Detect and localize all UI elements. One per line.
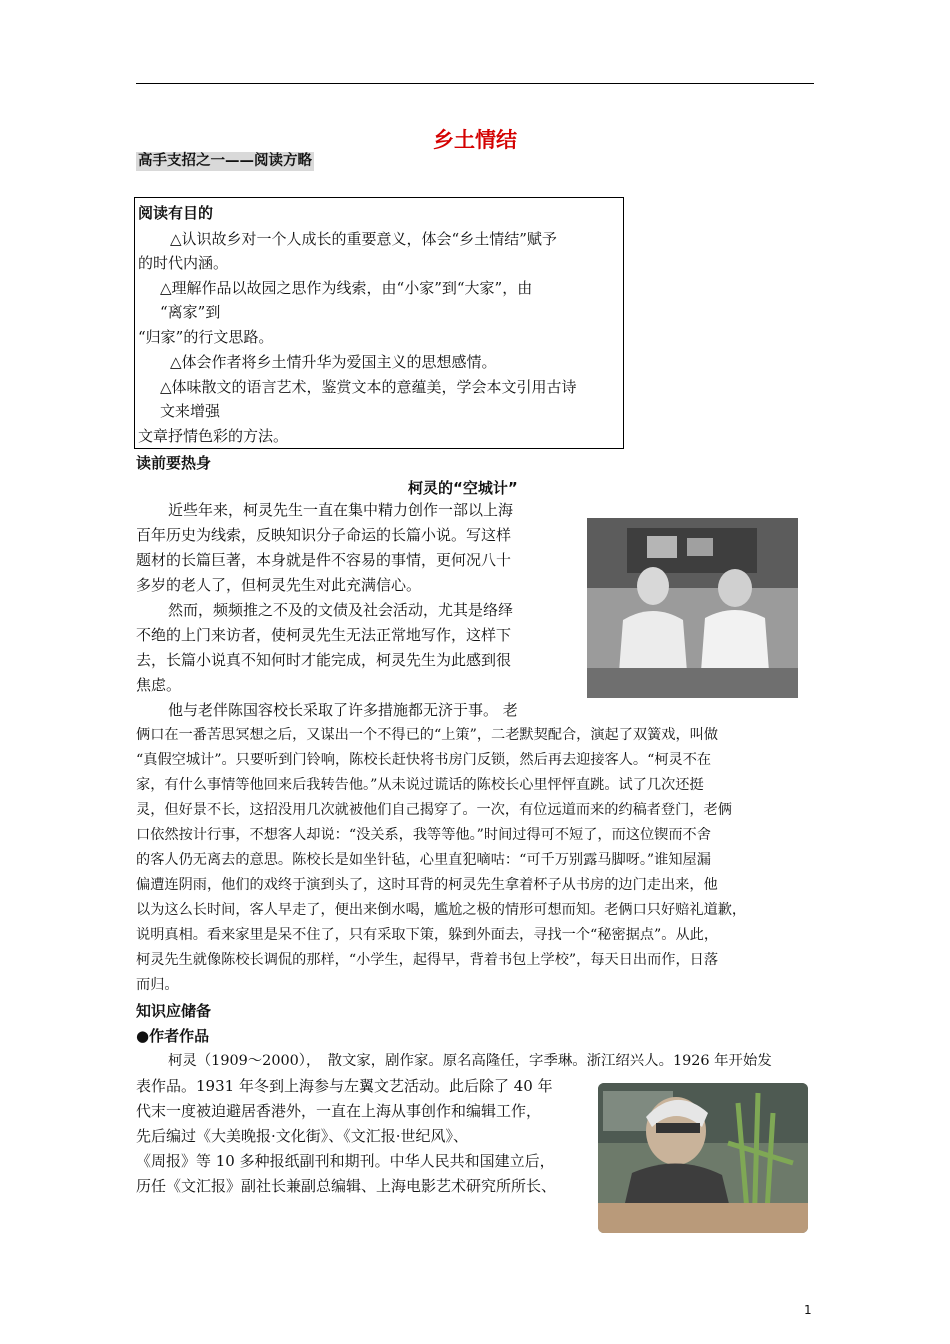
story-line: 家，有什么事情等他回来后我转告他。”从未说过谎话的陈校长心里怦怦直跳。试了几次还挺 <box>136 777 704 793</box>
author-line: 代末一度被迫避居香港外，一直在上海从事创作和编辑工作， <box>136 1102 542 1120</box>
box-line: “离家”到 <box>160 303 221 321</box>
story-line: “真假空城计”。只要听到门铃响，陈校长赶快将书房门反锁，然后再去迎接客人。“柯灵不在 <box>136 752 712 768</box>
story-line: 去，长篇小说真不知何时才能完成，柯灵先生为此感到很 <box>136 651 512 669</box>
story-line: 口依然按计行事，不想客人却说：“没关系，我等等他。”时间过得可不短了，而这位锲而不舍 <box>136 827 711 843</box>
story-line: 他与老伴陈国容校长采取了许多措施都无济于事。 老 <box>168 701 518 719</box>
story-line: 题材的长篇巨著，本身就是件不容易的事情，更何况八十 <box>136 551 512 569</box>
box-line: △体会作者将乡土情升华为爱国主义的思想感情。 <box>170 353 497 371</box>
author-line: 历任《文汇报》副社长兼副总编辑、上海电影艺术研究所所长、 <box>136 1177 557 1195</box>
story-line: 以为这么长时间，客人早走了，便出来倒水喝，尴尬之极的情形可想而知。老俩口只好赔礼道歉， <box>136 902 747 918</box>
story-line: 说明真相。看来家里是呆不住了，只有采取下策，躲到外面去，寻找一个“秘密据点”。从此， <box>136 927 719 943</box>
box-line: 文章抒情色彩的方法。 <box>138 427 289 445</box>
author-photo <box>598 1083 808 1233</box>
header-rule <box>136 83 814 84</box>
couple-photo <box>587 518 798 698</box>
author-line: 先后编过《大美晚报·文化街》、《文汇报·世纪风》、 <box>136 1127 469 1145</box>
box-line: 文来增强 <box>160 402 221 420</box>
story-title: 柯灵的“空城计” <box>408 479 518 497</box>
story-line: 不绝的上门来访者，使柯灵先生无法正常地写作，这样下 <box>136 626 512 644</box>
story-line: 而归。 <box>136 977 179 993</box>
box-line: △体味散文的语言艺术，鉴赏文本的意蕴美，学会本文引用古诗 <box>160 378 577 396</box>
box-line: △认识故乡对一个人成长的重要意义，体会“乡土情结”赋予 <box>170 230 557 248</box>
story-line: 近些年来，柯灵先生一直在集中精力创作一部以上海 <box>168 501 514 519</box>
page-number: 1 <box>804 1303 812 1317</box>
box-line: “归家”的行文思路。 <box>138 328 274 346</box>
story-line: 俩口在一番苦思冥想之后，又谋出一个不得已的“上策”，二老默契配合，演起了双簧戏，叫做 <box>136 727 719 743</box>
story-line: 然而，频频推之不及的文债及社会活动，尤其是络绎 <box>168 601 514 619</box>
story-line: 偏遭连阴雨，他们的戏终于演到头了，这时耳背的柯灵先生拿着杯子从书房的边门走出来，他 <box>136 877 718 893</box>
story-line: 灵，但好景不长，这招没用几次就被他们自己揭穿了。一次，有位远道而来的约稿者登门，老俩 <box>136 802 732 818</box>
author-line: 《周报》等 10 多种报纸副刊和期刊。中华人民共和国建立后， <box>136 1152 555 1170</box>
story-line: 柯灵先生就像陈校长调侃的那样，“小学生，起得早，背着书包上学校”，每天日出而作，日落 <box>136 952 719 968</box>
author-line: 柯灵（1909～2000）， 散文家，剧作家。原名高隆任，字季琳。浙江绍兴人。1926 年开始发 <box>168 1053 772 1069</box>
page-title: 乡土情结 <box>433 128 517 152</box>
section-heading-reading-strategy: 高手支招之一——阅读方略 <box>138 153 312 169</box>
box-heading: 阅读有目的 <box>138 204 214 222</box>
story-line: 百年历史为线索，反映知识分子命运的长篇小说。写这样 <box>136 526 512 544</box>
box-line: 的时代内涵。 <box>138 254 229 272</box>
author-line: 表作品。1931 年冬到上海参与左翼文艺活动。此后除了 40 年 <box>136 1077 553 1095</box>
box-line: △理解作品以故园之思作为线索，由“小家”到“大家”，由 <box>160 279 533 297</box>
story-line: 的客人仍无离去的意思。陈校长是如坐针毡，心里直犯嘀咕：“可千万别露马脚呀。”谁知屋漏 <box>136 852 711 868</box>
subsection-author-works: ●作者作品 <box>136 1027 210 1045</box>
story-line: 焦虑。 <box>136 676 182 694</box>
section-heading-knowledge: 知识应储备 <box>136 1002 212 1020</box>
section-heading-warmup: 读前要热身 <box>136 454 212 472</box>
story-line: 多岁的老人了，但柯灵先生对此充满信心。 <box>136 576 422 594</box>
